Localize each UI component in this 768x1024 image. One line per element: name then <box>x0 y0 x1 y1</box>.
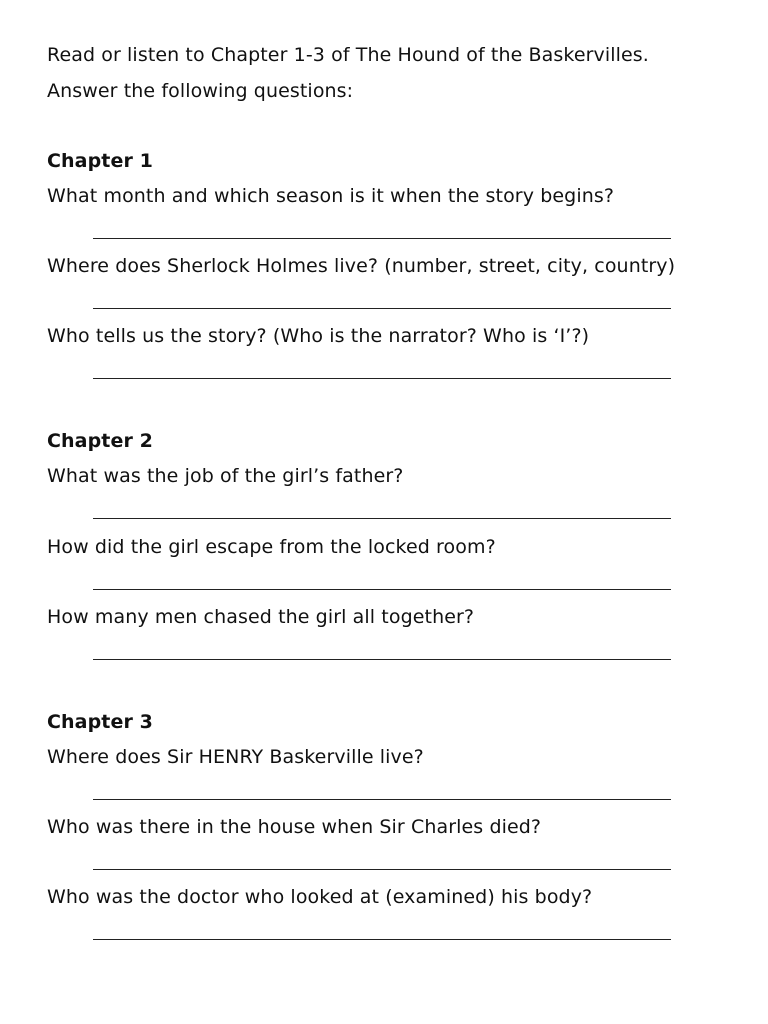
chapter-3-question-3: Who was the doctor who looked at (examined) his body? <box>47 886 593 908</box>
chapter-3-question-1: Where does Sir HENRY Baskerville live? <box>47 746 424 768</box>
answer-line[interactable] <box>93 518 671 519</box>
answer-line[interactable] <box>93 659 671 660</box>
intro-line-2: Answer the following questions: <box>47 80 354 102</box>
intro-line-1: Read or listen to Chapter 1-3 of The Hound of the Baskervilles. <box>47 44 649 66</box>
chapter-2-question-2: How did the girl escape from the locked room? <box>47 536 496 558</box>
chapter-1-question-2: Where does Sherlock Holmes live? (number, street, city, country) <box>47 255 676 277</box>
chapter-1-question-1: What month and which season is it when the story begins? <box>47 185 615 207</box>
chapter-2-question-1: What was the job of the girl’s father? <box>47 465 404 487</box>
chapter-2-heading: Chapter 2 <box>47 430 153 452</box>
chapter-1-heading: Chapter 1 <box>47 150 153 172</box>
answer-line[interactable] <box>93 939 671 940</box>
answer-line[interactable] <box>93 308 671 309</box>
answer-line[interactable] <box>93 238 671 239</box>
chapter-1-question-3: Who tells us the story? (Who is the narrator? Who is ‘I’?) <box>47 325 590 347</box>
answer-line[interactable] <box>93 589 671 590</box>
chapter-3-heading: Chapter 3 <box>47 711 153 733</box>
chapter-3-question-2: Who was there in the house when Sir Charles died? <box>47 816 542 838</box>
chapter-2-question-3: How many men chased the girl all together? <box>47 606 475 628</box>
answer-line[interactable] <box>93 799 671 800</box>
answer-line[interactable] <box>93 378 671 379</box>
answer-line[interactable] <box>93 869 671 870</box>
